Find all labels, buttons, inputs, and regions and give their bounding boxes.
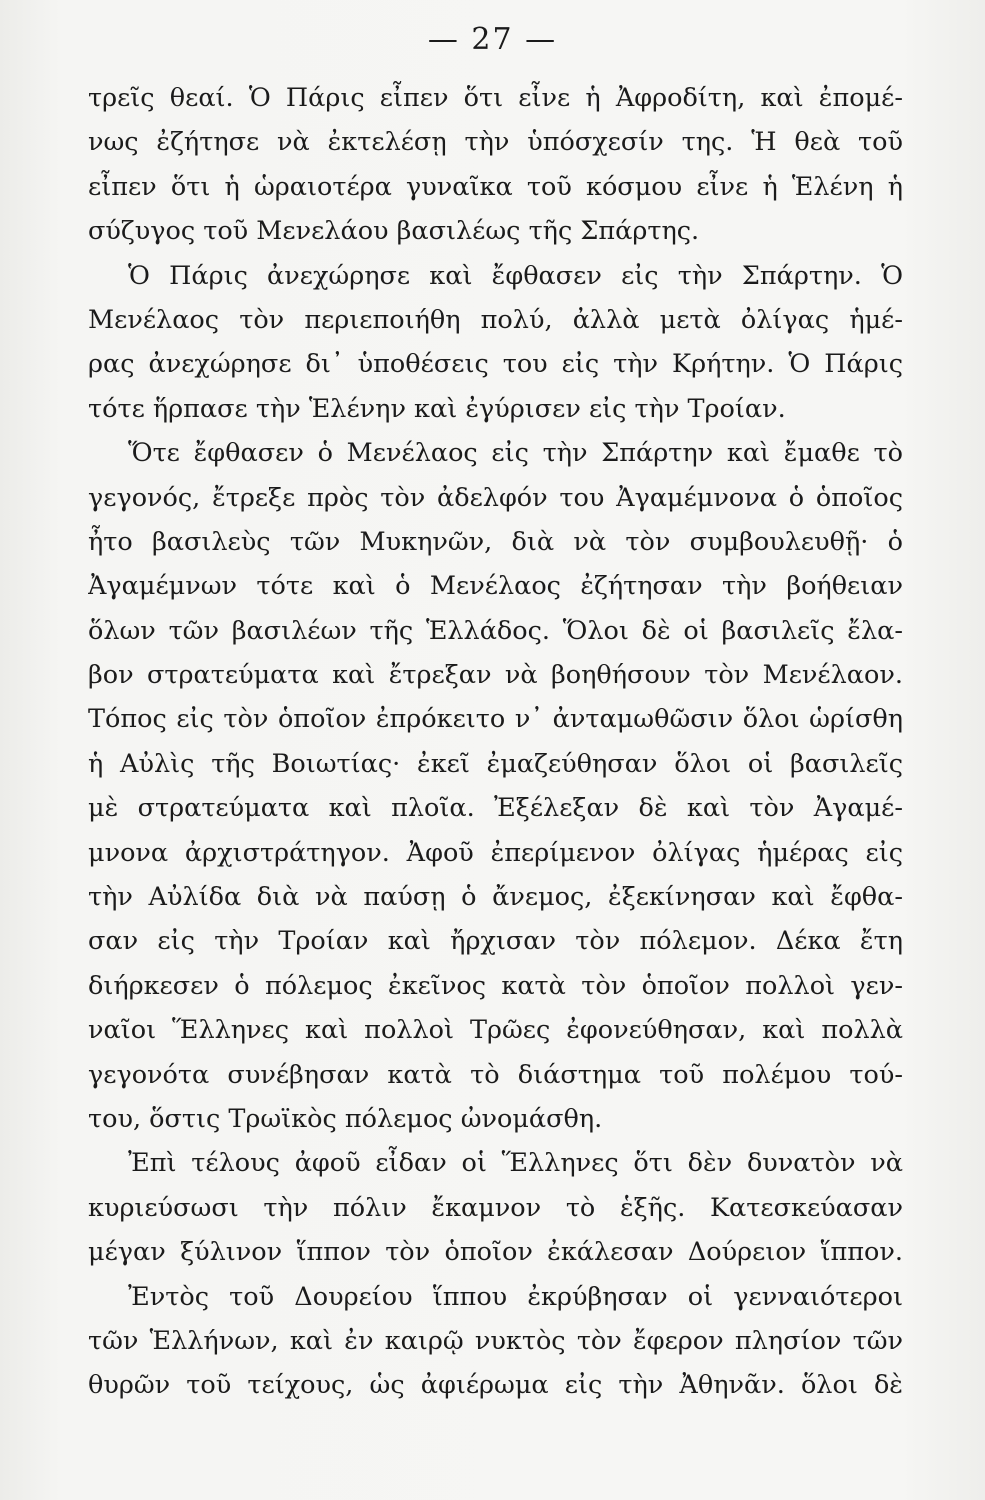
text-line: μέγαν ξύλινον ἵππον τὸν ὁποῖον ἐκάλεσαν Δούρειον ἵππον. [88, 1237, 903, 1268]
text-line: Ὅτε ἔφθασεν ὁ Μενέλαος εἰς τὴν Σπάρτην καὶ ἔμαθε τὸ [128, 438, 903, 469]
text-line: γεγονός, ἔτρεξε πρὸς τὸν ἀδελφόν του Ἀγαμέμνονα ὁ ὁποῖος [88, 482, 903, 513]
text-line: ρας ἀνεχώρησε δι᾽ ὑποθέσεις του εἰς τὴν Κρήτην. Ὁ Πάρις [88, 349, 903, 380]
text-line: Ἀγαμέμνων τότε καὶ ὁ Μενέλαος ἐζήτησαν τὴν βοήθειαν [88, 571, 903, 602]
text-line: εἶπεν ὅτι ἡ ὡραιοτέρα γυναῖκα τοῦ κόσμου εἶνε ἡ Ἑλένη ἡ [88, 171, 903, 202]
text-line: βον στρατεύματα καὶ ἔτρεξαν νὰ βοηθήσουν τὸν Μενέλαον. [88, 660, 903, 691]
text-line: κυριεύσωσι τὴν πόλιν ἔκαμνον τὸ ἑξῆς. Κατεσκεύασαν [88, 1192, 903, 1223]
text-line: Τόπος εἰς τὸν ὁποῖον ἐπρόκειτο ν᾽ ἀνταμωθῶσιν ὅλοι ὡρίσθη [88, 704, 903, 735]
text-line: τότε ἥρπασε τὴν Ἑλένην καὶ ἐγύρισεν εἰς τὴν Τροίαν. [88, 393, 786, 424]
text-line: ἦτο βασιλεὺς τῶν Μυκηνῶν, διὰ νὰ τὸν συμβουλευθῇ· ὁ [88, 526, 903, 557]
text-line: του, ὅστις Τρωϊκὸς πόλεμος ὠνομάσθη. [88, 1103, 603, 1134]
body-text [88, 76, 903, 1408]
text-line: σύζυγος τοῦ Μενελάου βασιλέως τῆς Σπάρτης. [88, 216, 700, 247]
text-line: τὴν Αὐλίδα διὰ νὰ παύσῃ ὁ ἄνεμος, ἐξεκίνησαν καὶ ἔφθα- [88, 882, 903, 913]
text-line: τρεῖς θεαί. Ὁ Πάρις εἶπεν ὅτι εἶνε ἡ Ἀφροδίτη, καὶ ἐπομέ- [88, 83, 903, 113]
text-line: ναῖοι Ἕλληνες καὶ πολλοὶ Τρῶες ἐφονεύθησαν, καὶ πολλὰ [88, 1015, 903, 1046]
text-line: θυρῶν τοῦ τείχους, ὡς ἀφιέρωμα εἰς τὴν Ἀθηνᾶν. ὅλοι δὲ [88, 1370, 903, 1401]
text-line: σαν εἰς τὴν Τροίαν καὶ ἤρχισαν τὸν πόλεμον. Δέκα ἔτη [88, 926, 903, 957]
text-line: ὅλων τῶν βασιλέων τῆς Ἑλλάδος. Ὅλοι δὲ οἱ βασιλεῖς ἔλα- [88, 615, 903, 646]
text-line: Ἐντὸς τοῦ Δουρείου ἵππου ἐκρύβησαν οἱ γενναιότεροι [128, 1281, 903, 1312]
text-line: ἡ Αὐλὶς τῆς Βοιωτίας· ἐκεῖ ἐμαζεύθησαν ὅλοι οἱ βασιλεῖς [88, 748, 903, 779]
page-number: — 27 — [427, 22, 558, 57]
text-line: μνονα ἀρχιστράτηγον. Ἀφοῦ ἐπερίμενον ὀλίγας ἡμέρας εἰς [88, 837, 903, 868]
text-line: γεγονότα συνέβησαν κατὰ τὸ διάστημα τοῦ πολέμου τού- [88, 1059, 903, 1090]
text-line: Μενέλαος τὸν περιεποιήθη πολύ, ἀλλὰ μετὰ ὀλίγας ἡμέ- [88, 304, 903, 335]
text-line: διήρκεσεν ὁ πόλεμος ἐκεῖνος κατὰ τὸν ὁποῖον πολλοὶ γεν- [88, 970, 903, 1001]
text-line: Ὁ Πάρις ἀνεχώρησε καὶ ἔφθασεν εἰς τὴν Σπάρτην. Ὁ [128, 260, 903, 291]
text-line: Ἐπὶ τέλους ἀφοῦ εἶδαν οἱ Ἕλληνες ὅτι δὲν δυνατὸν νὰ [128, 1148, 903, 1179]
text-line: νως ἐζήτησε νὰ ἐκτελέσῃ τὴν ὑπόσχεσίν της. Ἡ θεὰ τοῦ [88, 127, 903, 158]
text-line: μὲ στρατεύματα καὶ πλοῖα. Ἐξέλεξαν δὲ καὶ τὸν Ἀγαμέ- [88, 793, 903, 824]
text-line: τῶν Ἑλλήνων, καὶ ἐν καιρῷ νυκτὸς τὸν ἔφερον πλησίον τῶν [88, 1325, 903, 1356]
